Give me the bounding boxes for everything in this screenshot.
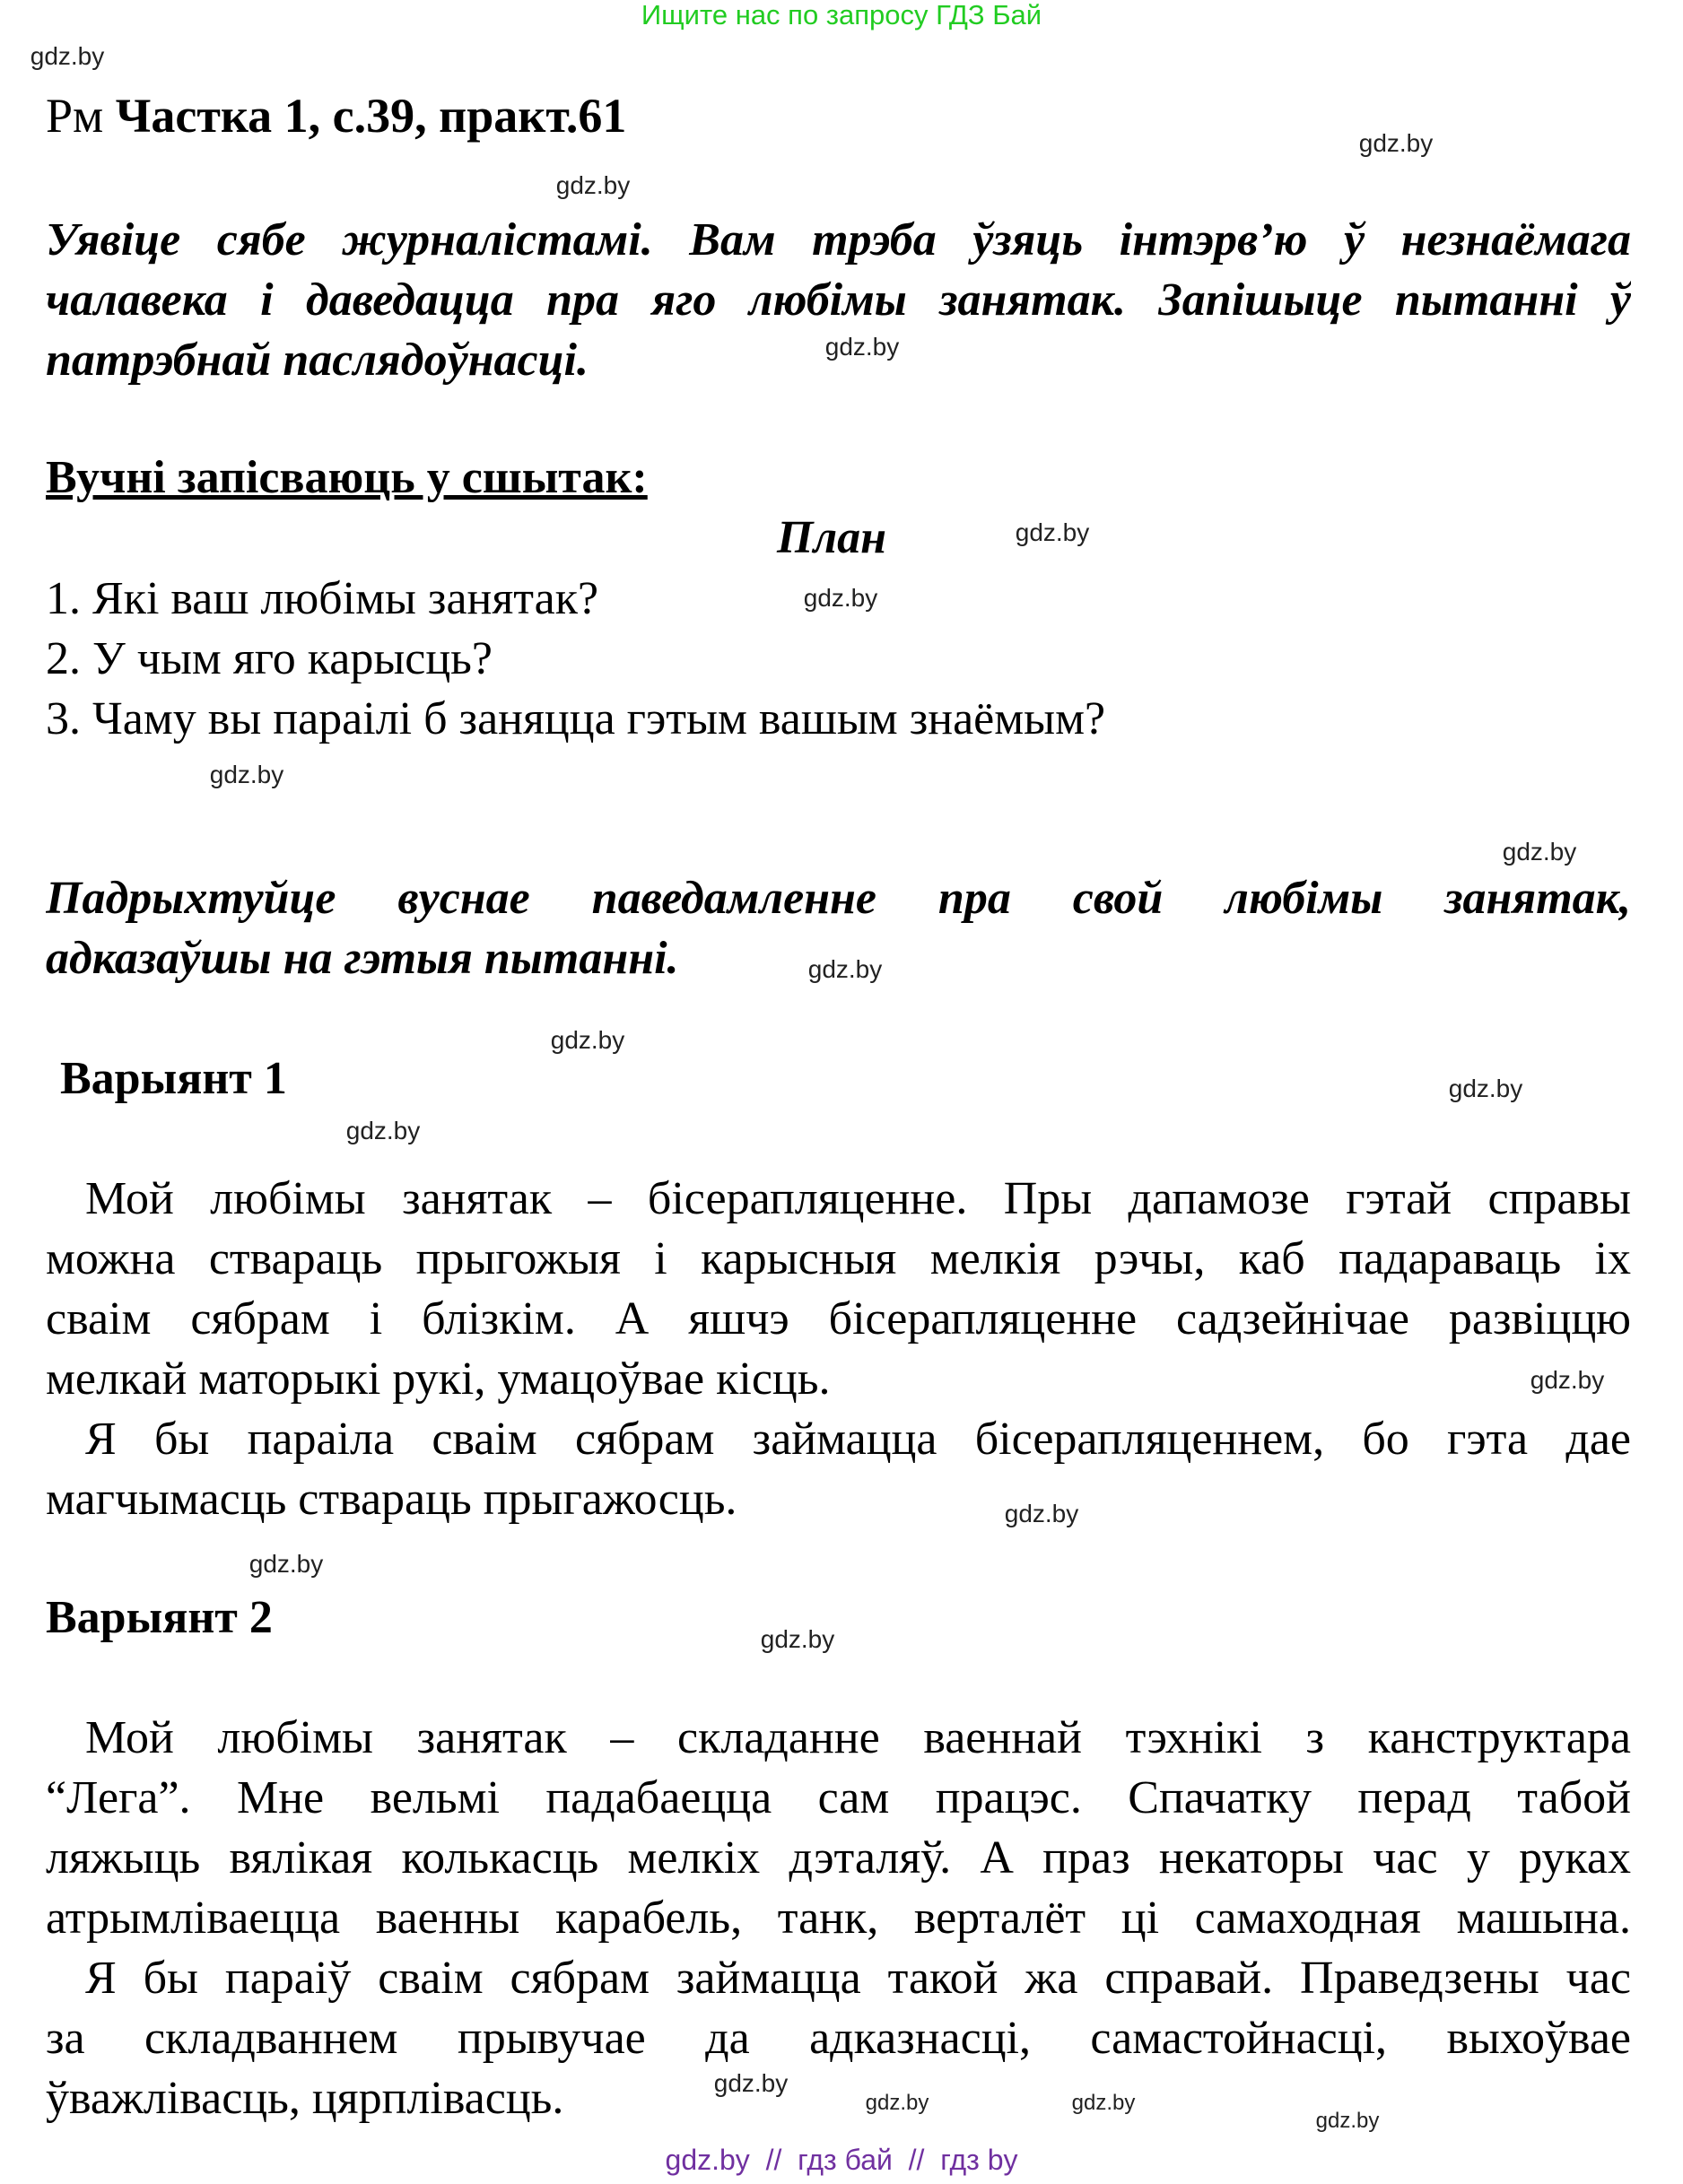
watermark: gdz.by <box>249 1550 324 1578</box>
variant-2-line: ляжыць вялікая колькасць мелкіх дэталяў. А праз некаторы час у руках <box>46 1832 1631 1884</box>
watermark: gdz.by <box>1315 2109 1380 2133</box>
variant-2-text <box>46 1708 1631 2128</box>
title-main: Частка 1, с.39, практ.61 <box>115 89 627 143</box>
variant-1-line: можна ствараць прыгожыя і карысныя мелкія рэчы, каб падараваць іх <box>46 1233 1631 1284</box>
task-1-line: чалавека і даведацца пра яго любімы занятак. Запішыце пытанні ў <box>46 274 1631 326</box>
page-title <box>46 88 626 144</box>
watermark: gdz.by <box>807 955 883 983</box>
watermark: gdz.by <box>1071 2091 1136 2115</box>
footer-links: gdz.by // гдз бай // гдз by <box>665 2144 1018 2176</box>
variant-2-line: Мой любімы занятак – складанне ваеннай тэхнікі з канструктара <box>85 1712 1631 1763</box>
variant-2-line: “Лега”. Мне вельмі падабаецца сам працэс. Спачатку перад табой <box>46 1772 1631 1823</box>
watermark: gdz.by <box>865 2091 929 2115</box>
task-1 <box>46 210 1631 390</box>
task-2-line: Падрыхтуйце вуснае паведамленне пра свой любімы занятак, <box>46 873 1631 924</box>
title-prefix: Рм <box>46 89 104 143</box>
watermark: gdz.by <box>803 584 878 612</box>
variant-1-line: Я бы параіла сваім сябрам займацца бісерапляценнем, бо гэта дае <box>85 1414 1631 1465</box>
task-1-line: патрэбнай паслядоўнасці. <box>46 335 589 386</box>
watermark: gdz.by <box>1358 129 1434 157</box>
plan-item: 3. Чаму вы параілі б заняцца гэтым вашым знаёмым? <box>46 693 1106 744</box>
plan-item: 1. Які ваш любімы занятак? <box>46 573 599 624</box>
watermark: gdz.by <box>1530 1366 1605 1394</box>
variant-1-line: Мой любімы занятак – бісерапляценне. Пры дапамозе гэтай справы <box>85 1173 1631 1224</box>
variant-2-title: Варыянт 2 <box>46 1592 273 1643</box>
notebook-heading: Вучні запісваюць у сшытак: <box>46 452 648 503</box>
watermark: gdz.by <box>550 1026 625 1054</box>
watermark: gdz.by <box>713 2069 789 2097</box>
watermark: gdz.by <box>1004 1500 1079 1527</box>
variant-1-line: магчымасць ствараць прыгажосць. <box>46 1474 737 1525</box>
plan-title: План <box>777 512 887 563</box>
plan-item: 2. У чым яго карысць? <box>46 633 493 684</box>
watermark: gdz.by <box>1502 838 1577 866</box>
variant-1-line: мелкай маторыкі рукі, умацоўвае кісць. <box>46 1353 831 1405</box>
watermark: gdz.by <box>555 171 631 199</box>
variant-2-line: атрымліваецца ваенны карабель, танк, верталёт ці самаходная машына. <box>46 1893 1631 1944</box>
watermark: gdz.by <box>1448 1075 1523 1102</box>
task-1-line: Уявіце сябе журналістамі. Вам трэба ўзяць інтэрв’ю ў незнаёмага <box>46 214 1631 265</box>
search-banner: Ищите нас по запросу ГДЗ Бай <box>641 0 1042 30</box>
watermark: gdz.by <box>824 333 900 361</box>
variant-1-title: Варыянт 1 <box>60 1053 287 1104</box>
watermark: gdz.by <box>345 1117 421 1144</box>
watermark: gdz.by <box>1015 518 1090 546</box>
variant-2-line: ўважлівасць, цярплівасць. <box>46 2073 564 2124</box>
variant-1-text <box>46 1169 1631 1529</box>
variant-2-line: за складваннем прывучае да адказнасці, самастойнасці, выхоўвае <box>46 2013 1631 2064</box>
variant-1-line: сваім сябрам і блізкім. А яшчэ бісерапляценне садзейнічае развіццю <box>46 1293 1631 1344</box>
watermark: gdz.by <box>30 42 105 70</box>
watermark: gdz.by <box>209 761 284 788</box>
watermark: gdz.by <box>760 1625 835 1653</box>
variant-2-line: Я бы параіў сваім сябрам займацца такой жа справай. Праведзены час <box>85 1953 1631 2004</box>
task-2-line: адказаўшы на гэтыя пытанні. <box>46 933 679 984</box>
